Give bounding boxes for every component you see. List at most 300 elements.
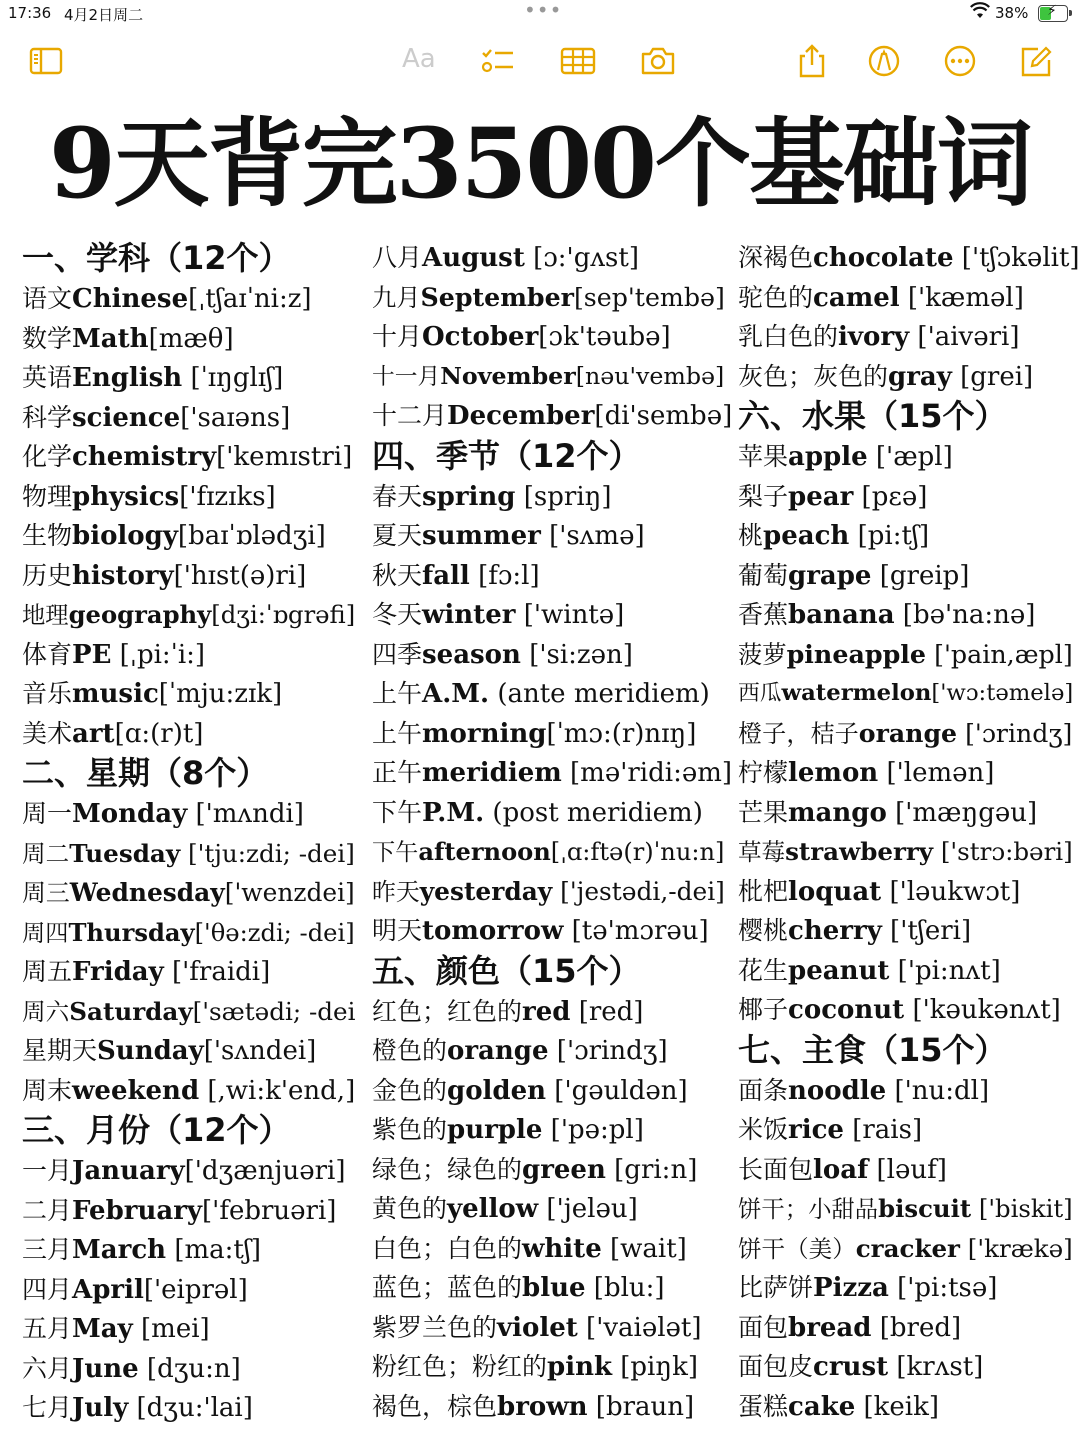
- word-phonetic: ['jeləu]: [538, 1194, 638, 1224]
- word-chinese: 苹果: [738, 442, 789, 471]
- table-icon[interactable]: [560, 44, 596, 78]
- word-chinese: 上午: [372, 679, 423, 708]
- vocab-row: [372, 832, 732, 872]
- word-english: coconut: [788, 995, 905, 1025]
- word-english: Wednesday: [69, 878, 225, 907]
- word-chinese: 粉红色；粉红的: [372, 1352, 548, 1381]
- vocab-row: [372, 911, 732, 951]
- word-chinese: 白色；白色的: [372, 1233, 523, 1263]
- word-chinese: 驼色的: [738, 282, 814, 312]
- section-heading: 六、水果（15个）: [738, 397, 1007, 435]
- vocab-row: [372, 674, 732, 714]
- word-phonetic: [nəu'vembə]: [575, 361, 725, 390]
- vocab-row: [738, 951, 1080, 991]
- vocab-row: [738, 1229, 1080, 1269]
- vocab-row: [372, 1110, 732, 1150]
- wifi-icon: [970, 2, 990, 24]
- vocab-row: [22, 913, 362, 953]
- word-phonetic: ['nu:dl]: [886, 1075, 990, 1106]
- word-chinese: 周三: [22, 879, 70, 907]
- word-english: golden: [447, 1075, 547, 1106]
- word-english: mango: [788, 797, 887, 828]
- word-english: winter: [422, 600, 516, 630]
- word-phonetic: [tə'mɔrəu]: [563, 916, 709, 946]
- word-chinese: 花生: [738, 955, 789, 985]
- word-chinese: 十一月: [372, 363, 441, 390]
- word-phonetic: [spriŋ]: [515, 481, 612, 512]
- vocab-row: [738, 714, 1080, 754]
- word-chinese: 蛋糕: [738, 1391, 789, 1421]
- word-chinese: 紫罗兰色的: [372, 1312, 498, 1342]
- vocab-row: [22, 992, 362, 1032]
- word-phonetic: [piŋk]: [612, 1352, 699, 1382]
- vocab-row: [22, 674, 362, 714]
- word-english: gray: [888, 361, 952, 392]
- word-chinese: 饼干（美）: [738, 1234, 856, 1263]
- word-english: pink: [547, 1352, 612, 1382]
- word-english: pear: [788, 481, 854, 512]
- word-phonetic: [ˌpi:ˈi:]: [111, 639, 206, 670]
- word-chinese: 下午: [372, 839, 419, 866]
- vocab-row: [22, 358, 362, 398]
- word-english: afternoon: [418, 837, 551, 866]
- word-english: watermelon: [781, 680, 932, 706]
- more-icon[interactable]: [942, 44, 978, 78]
- word-english: January: [72, 1156, 185, 1186]
- word-english: meridiem: [422, 758, 562, 788]
- markup-icon[interactable]: [866, 44, 902, 78]
- word-phonetic: ['saɪəns]: [180, 402, 291, 433]
- word-english: Friday: [72, 957, 164, 987]
- word-phonetic: [mæθ]: [148, 323, 234, 354]
- word-chinese: 周五: [22, 957, 73, 986]
- word-english: season: [422, 639, 521, 670]
- word-chinese: 九月: [372, 282, 421, 312]
- word-chinese: 化学: [22, 442, 73, 471]
- word-phonetic: [gri:n]: [605, 1154, 698, 1185]
- sidebar-icon[interactable]: [28, 44, 64, 78]
- vocab-row: [738, 1308, 1080, 1348]
- word-chinese: 黄色的: [372, 1194, 448, 1223]
- word-phonetic: ['wɔ:təmelə]: [931, 680, 1074, 706]
- note-column-3: [738, 238, 1080, 1426]
- word-english: Saturday: [69, 996, 193, 1026]
- word-phonetic: [ˌtʃaɪˈni:z]: [188, 284, 312, 314]
- word-phonetic: [dʒi:ˈɒgrəfi]: [211, 600, 356, 629]
- word-english: biscuit: [878, 1194, 972, 1223]
- word-english: yesterday: [419, 876, 553, 906]
- vocab-row: [372, 1387, 732, 1427]
- word-phonetic: (post meridiem): [484, 797, 703, 828]
- checklist-icon[interactable]: [480, 44, 516, 78]
- word-english: loaf: [813, 1154, 869, 1185]
- vocab-row: [372, 1347, 732, 1387]
- section-heading: 五、颜色（15个）: [372, 951, 641, 990]
- word-english: rice: [788, 1115, 844, 1145]
- word-english: P.M.: [422, 797, 485, 828]
- word-english: grape: [788, 560, 872, 591]
- word-phonetic: ['pain,æpl]: [926, 638, 1073, 669]
- vocab-row: [738, 437, 1080, 477]
- vocab-row: [738, 357, 1080, 397]
- word-phonetic: ['θə:zdi; -dei]: [194, 918, 355, 947]
- word-english: morning: [422, 718, 547, 749]
- vocab-row: [738, 477, 1080, 517]
- word-chinese: 枇杷: [738, 876, 789, 906]
- notes-toolbar: [0, 36, 1080, 86]
- vocab-row: [372, 1229, 732, 1269]
- word-english: cake: [788, 1391, 856, 1422]
- camera-icon[interactable]: [640, 44, 676, 78]
- battery-cap: [1069, 10, 1072, 16]
- vocab-row: [22, 1230, 362, 1270]
- vocab-row: [22, 1031, 362, 1071]
- word-phonetic: ['februəri]: [202, 1195, 337, 1226]
- word-chinese: 八月: [372, 243, 423, 272]
- word-english: strawberry: [785, 837, 934, 866]
- word-chinese: 四季: [372, 639, 423, 669]
- vocab-row: [738, 1268, 1080, 1308]
- vocab-row: [372, 595, 732, 635]
- word-chinese: 十二月: [372, 401, 448, 430]
- vocab-row: [738, 911, 1080, 951]
- vocab-row: [22, 952, 362, 992]
- word-phonetic: ['fɪzɪks]: [179, 481, 276, 512]
- vocab-row: [372, 396, 732, 436]
- vocab-row: [738, 1110, 1080, 1150]
- word-phonetic: [red]: [570, 996, 644, 1027]
- vocab-row: [22, 279, 362, 319]
- word-chinese: 明天: [372, 916, 423, 945]
- word-phonetic: [greip]: [871, 560, 970, 591]
- word-phonetic: [baɪˈɒlədʒi]: [177, 521, 326, 551]
- word-chinese: 乳白色的: [738, 322, 839, 351]
- word-phonetic: [ˈmju:zɪk]: [158, 679, 283, 709]
- vocab-row: [22, 1309, 362, 1349]
- word-phonetic: [pεə]: [853, 481, 928, 512]
- word-phonetic: ['ɔrindʒ]: [957, 718, 1073, 748]
- vocab-row: [372, 635, 732, 675]
- word-chinese: 夏天: [372, 521, 423, 550]
- word-phonetic: ['aivəri]: [909, 322, 1020, 352]
- vocab-row: [738, 793, 1080, 833]
- word-chinese: 下午: [372, 797, 423, 827]
- word-english: chemistry: [72, 442, 217, 472]
- word-phonetic: ['mʌndi]: [187, 799, 304, 829]
- vocab-row: [372, 872, 732, 912]
- section-heading: 三、月份（12个）: [22, 1111, 291, 1149]
- word-english: December: [447, 401, 595, 431]
- word-english: violet: [497, 1312, 578, 1343]
- vocab-row: [738, 674, 1080, 714]
- word-english: Pizza: [813, 1273, 889, 1303]
- battery-icon: [1038, 5, 1068, 22]
- word-english: geography: [68, 600, 212, 629]
- word-english: noodle: [788, 1075, 887, 1106]
- word-english: red: [522, 996, 571, 1027]
- vocab-row: [22, 1191, 362, 1231]
- word-english: spring: [422, 481, 516, 512]
- word-chinese: 星期天: [22, 1036, 98, 1065]
- vocab-row: [738, 1150, 1080, 1190]
- word-chinese: 蓝色；蓝色的: [372, 1273, 523, 1302]
- word-phonetic: ['vaiələt]: [577, 1312, 702, 1343]
- word-chinese: 体育: [22, 639, 73, 669]
- word-english: orange: [858, 717, 958, 748]
- word-english: peanut: [788, 955, 890, 986]
- vocab-row: [372, 1150, 732, 1190]
- vocab-row: [22, 1270, 362, 1310]
- word-chinese: 上午: [372, 718, 423, 748]
- word-chinese: 橙子，桔子: [738, 719, 859, 748]
- word-chinese: 周二: [22, 839, 70, 868]
- word-english: apple: [788, 442, 868, 472]
- vocab-row: [22, 635, 362, 675]
- vocab-row: [22, 794, 362, 834]
- vocab-row: [738, 872, 1080, 912]
- word-english: chocolate: [813, 243, 954, 273]
- word-chinese: 长面包: [738, 1154, 814, 1184]
- word-english: physics: [72, 481, 180, 512]
- word-english: art: [72, 718, 115, 749]
- word-phonetic: [,wi:k'end,]: [199, 1075, 356, 1106]
- word-phonetic: [mə'ridi:əm]: [561, 758, 733, 788]
- word-english: banana: [788, 600, 895, 630]
- word-chinese: 菠萝: [738, 639, 787, 669]
- word-phonetic: ['pə:pl]: [542, 1115, 644, 1145]
- word-english: PE: [72, 639, 112, 670]
- vocab-row: [22, 1388, 362, 1428]
- word-english: ivory: [838, 322, 910, 352]
- vocab-row: [22, 319, 362, 359]
- vocab-row: [22, 437, 362, 477]
- word-chinese: 桃: [738, 521, 764, 550]
- vocab-row: [372, 1189, 732, 1229]
- word-phonetic: [fɔ:l]: [469, 560, 540, 591]
- word-chinese: 紫色的: [372, 1115, 448, 1144]
- word-phonetic: ['krækə]: [959, 1233, 1073, 1263]
- word-chinese: 六月: [22, 1353, 73, 1383]
- vocab-row: [738, 278, 1080, 318]
- word-phonetic: ['pi:tsə]: [888, 1273, 998, 1303]
- share-icon[interactable]: [794, 44, 830, 78]
- word-english: yellow: [447, 1194, 539, 1224]
- word-chinese: 正午: [372, 758, 423, 787]
- word-phonetic: ['kæməl]: [899, 282, 1024, 313]
- vocab-row: [738, 1387, 1080, 1427]
- section-heading: 七、主食（15个）: [738, 1030, 1007, 1069]
- word-phonetic: ['jestədi,-dei]: [552, 876, 725, 906]
- vocab-row: [372, 477, 732, 517]
- status-time: 17:36: [8, 4, 52, 22]
- word-chinese: 物理: [22, 481, 73, 511]
- vocab-row: [738, 635, 1080, 675]
- vocab-row: [372, 278, 732, 318]
- word-english: history: [72, 560, 174, 591]
- word-chinese: 七月: [22, 1393, 73, 1422]
- word-english: Tuesday: [69, 838, 181, 868]
- word-chinese: 春天: [372, 481, 423, 511]
- vocab-row: [738, 238, 1080, 278]
- word-chinese: 椰子: [738, 995, 789, 1024]
- vocab-row: [738, 753, 1080, 793]
- word-phonetic: ['strɔ:bəri]: [933, 837, 1073, 866]
- word-phonetic: ['fraidi]: [163, 957, 271, 987]
- word-english: March: [72, 1235, 167, 1265]
- word-phonetic: [dʒu:n]: [138, 1353, 241, 1384]
- word-english: bread: [788, 1312, 872, 1343]
- word-english: brown: [497, 1391, 588, 1422]
- word-phonetic: [ˈmɔ:(r)nɪŋ]: [546, 718, 697, 749]
- word-chinese: 数学: [22, 323, 73, 353]
- word-english: August: [422, 243, 525, 273]
- vocab-row: [372, 357, 732, 397]
- word-english: cracker: [855, 1233, 960, 1263]
- note-title[interactable]: 9天背完3500个基础词: [49, 107, 1031, 220]
- word-english: loquat: [788, 876, 882, 907]
- word-phonetic: [ləuf]: [868, 1154, 947, 1185]
- word-english: Thursday: [68, 917, 195, 947]
- vocab-row: [372, 992, 732, 1032]
- text-format-button[interactable]: Aa: [402, 44, 436, 74]
- word-phonetic: [ˌɑ:ftə(r)ˈnu:n]: [550, 838, 725, 866]
- word-phonetic: ['sætədi; -dei: [192, 996, 356, 1026]
- note-column-2: [372, 238, 732, 1426]
- word-english: camel: [813, 282, 900, 313]
- vocab-row: [372, 753, 732, 793]
- note-column-1: [22, 238, 362, 1428]
- multitasking-dots[interactable]: •••: [524, 0, 563, 22]
- section-heading: 四、季节（12个）: [372, 436, 641, 475]
- word-chinese: 三月: [22, 1235, 73, 1264]
- vocab-row: [372, 1268, 732, 1308]
- word-chinese: 草莓: [738, 838, 786, 866]
- word-chinese: 金色的: [372, 1075, 448, 1105]
- word-phonetic: ['dʒænjuəri]: [184, 1156, 346, 1186]
- word-chinese: 比萨饼: [738, 1273, 814, 1302]
- word-chinese: 秋天: [372, 560, 423, 590]
- word-chinese: 深褐色: [738, 243, 814, 272]
- word-chinese: 五月: [22, 1314, 73, 1343]
- word-phonetic: ['tʃeri]: [881, 916, 972, 946]
- vocab-row: [738, 595, 1080, 635]
- vocab-row: [738, 317, 1080, 357]
- word-english: October: [422, 322, 539, 352]
- vocab-row: [22, 1151, 362, 1191]
- word-phonetic: [krʌst]: [888, 1352, 984, 1382]
- word-english: cherry: [788, 916, 882, 946]
- word-chinese: 樱桃: [738, 916, 789, 945]
- word-english: April: [72, 1274, 144, 1305]
- word-phonetic: [bred]: [871, 1312, 962, 1343]
- word-chinese: 历史: [22, 560, 73, 590]
- word-chinese: 周末: [22, 1075, 73, 1105]
- word-english: crust: [813, 1352, 889, 1382]
- word-chinese: 香蕉: [738, 600, 789, 629]
- vocab-row: [22, 834, 362, 874]
- word-english: orange: [447, 1036, 549, 1066]
- word-english: February: [72, 1195, 203, 1226]
- word-phonetic: (ante meridiem): [489, 679, 710, 709]
- word-phonetic: [blu:]: [585, 1273, 665, 1303]
- status-date: 4月2日周二: [64, 6, 144, 24]
- vocab-row: [372, 1031, 732, 1071]
- word-english: Chinese: [72, 284, 189, 314]
- word-chinese: 面包皮: [738, 1352, 814, 1381]
- word-english: lemon: [788, 758, 879, 788]
- vocab-row: [22, 1071, 362, 1111]
- word-chinese: 音乐: [22, 679, 73, 708]
- vocab-row: [372, 238, 732, 278]
- word-english: A.M.: [422, 679, 490, 709]
- word-chinese: 葡萄: [738, 560, 789, 590]
- vocab-row: [22, 1349, 362, 1389]
- word-phonetic: ['wenzdei]: [224, 878, 355, 907]
- vocab-row: [372, 516, 732, 556]
- word-phonetic: ['gəuldən]: [546, 1075, 688, 1106]
- word-english: September: [420, 281, 574, 312]
- word-chinese: 英语: [22, 363, 73, 392]
- compose-icon[interactable]: [1018, 44, 1054, 78]
- status-bar: [0, 0, 1080, 28]
- vocab-row: [372, 556, 732, 596]
- word-phonetic: ['si:zən]: [520, 639, 633, 670]
- word-english: summer: [422, 521, 541, 551]
- word-english: green: [522, 1154, 606, 1185]
- vocab-row: [372, 1071, 732, 1111]
- word-english: June: [72, 1353, 139, 1384]
- word-english: peach: [763, 521, 850, 551]
- word-phonetic: [pi:tʃ]: [849, 521, 930, 551]
- word-phonetic: [ɔ:'gʌst]: [524, 243, 639, 273]
- word-chinese: 周一: [22, 799, 73, 828]
- word-chinese: 褐色，棕色: [372, 1391, 498, 1421]
- word-english: biology: [72, 521, 178, 551]
- vocab-row: [738, 556, 1080, 596]
- word-chinese: 周四: [22, 919, 69, 947]
- word-phonetic: [keik]: [855, 1391, 940, 1422]
- word-phonetic: ['biskit]: [971, 1194, 1073, 1223]
- vocab-row: [738, 990, 1080, 1030]
- word-english: white: [522, 1233, 602, 1264]
- vocab-row: [372, 317, 732, 357]
- word-phonetic: [di'sembə]: [594, 401, 733, 431]
- word-chinese: 芒果: [738, 797, 789, 827]
- word-chinese: 西瓜: [738, 681, 782, 706]
- vocab-row: [738, 1071, 1080, 1111]
- word-english: purple: [447, 1115, 543, 1145]
- word-phonetic: [ˈɪŋglɪʃ]: [182, 363, 284, 393]
- word-english: Math: [72, 323, 149, 354]
- word-phonetic: ['sʌmə]: [540, 521, 645, 551]
- word-phonetic: ['wintə]: [515, 600, 625, 630]
- word-chinese: 一月: [22, 1156, 73, 1185]
- section-heading: 一、学科（12个）: [22, 239, 291, 277]
- word-english: weekend: [72, 1075, 200, 1106]
- word-english: July: [72, 1393, 129, 1423]
- word-phonetic: ['tʃɔkəlit]: [953, 243, 1080, 273]
- word-phonetic: ['sʌndei]: [203, 1036, 317, 1066]
- section-heading: 二、星期（8个）: [22, 754, 269, 792]
- word-english: Monday: [72, 799, 188, 829]
- word-english: pineapple: [786, 638, 927, 669]
- word-phonetic: ['lemən]: [878, 758, 995, 788]
- word-chinese: 美术: [22, 718, 73, 748]
- word-phonetic: [ɑ:(r)t]: [114, 718, 204, 749]
- vocab-row: [22, 398, 362, 438]
- word-phonetic: ['tju:zdi; -dei]: [180, 838, 355, 868]
- vocab-row: [372, 1308, 732, 1348]
